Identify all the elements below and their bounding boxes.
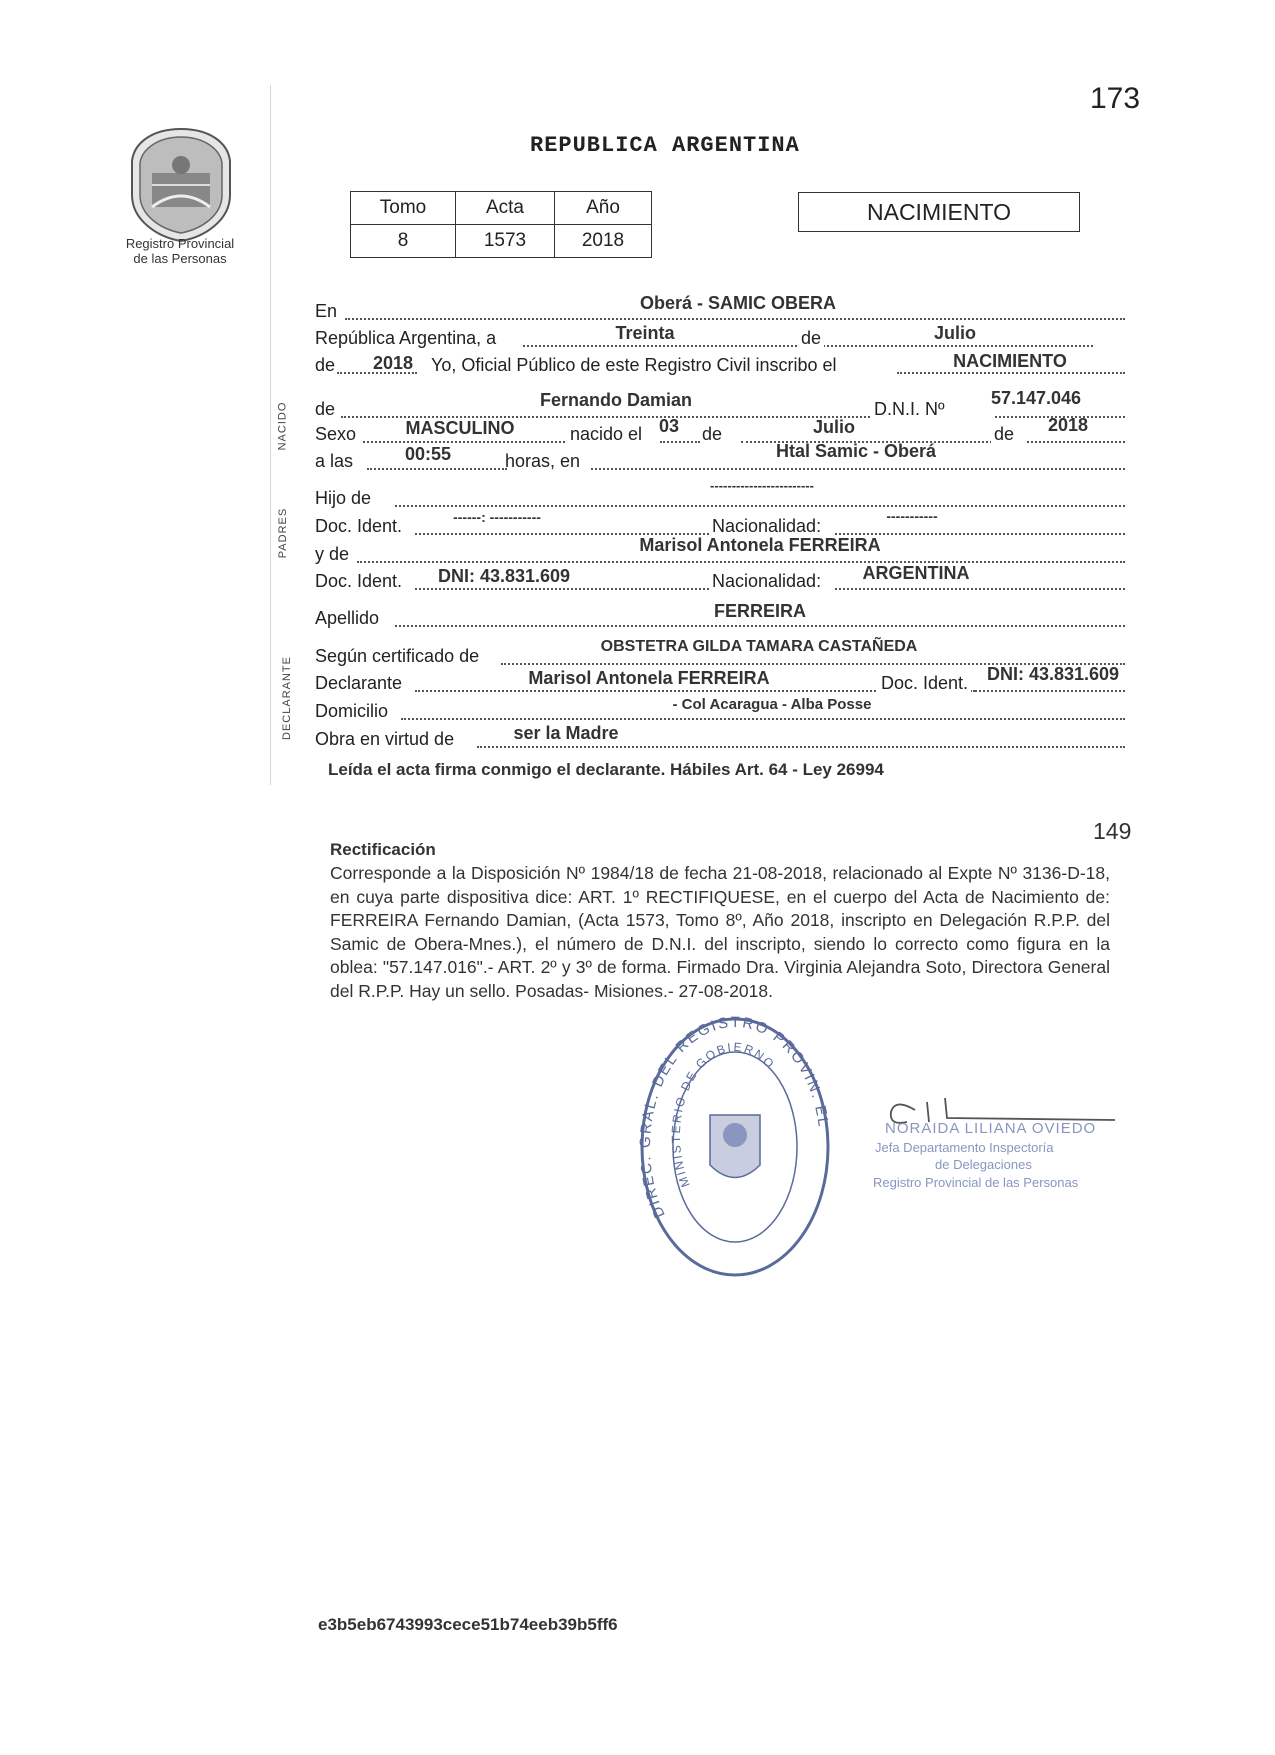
side-label-padres: PADRES (277, 507, 290, 559)
value-dni: 57.147.046 (990, 388, 1082, 408)
logo-caption-line1: Registro Provincial (125, 236, 235, 251)
value-declarante: Marisol Antonela FERREIRA (528, 668, 770, 688)
label-segun-cert: Según certificado de (315, 646, 480, 666)
dotted-line (477, 746, 1125, 748)
row-madre-doc (315, 570, 1125, 594)
value-apellido: FERREIRA (713, 601, 807, 621)
signature-block (855, 1090, 1185, 1200)
act-type-box: NACIMIENTO (798, 192, 1080, 232)
label-declarante: Declarante (315, 673, 403, 693)
stamp-outer-text: DIREC. GRAL. DEL REGISTRO PROVIN. EL (636, 1015, 832, 1221)
label-apellido: Apellido (315, 608, 380, 628)
value-padre: ------------------------ (710, 478, 814, 493)
value-anio-nac: 2018 (1047, 415, 1089, 435)
logo-caption-line2: de las Personas (133, 251, 227, 266)
value-declarante-doc: DNI: 43.831.609 (986, 664, 1120, 684)
value-mes-nac: Julio (812, 417, 856, 437)
label-republica: República Argentina, a (315, 328, 497, 348)
label-de-dia: de (702, 424, 723, 444)
dotted-line (835, 588, 1125, 590)
label-a-las: a las (315, 451, 354, 471)
signer-title-3: Registro Provincial de las Personas (873, 1175, 1079, 1190)
value-madre: Marisol Antonela FERREIRA (639, 535, 881, 555)
lectura-statement: Leída el acta firma conmigo el declarante. Hábiles Art. 64 - Ley 26994 (328, 760, 884, 779)
value-certificado: OBSTETRA GILDA TAMARA CASTAÑEDA (600, 638, 918, 655)
header-tomo: Tomo (351, 192, 456, 225)
row-republica (315, 327, 1125, 351)
dotted-line (897, 372, 1125, 374)
value-sexo: MASCULINO (405, 418, 515, 438)
document-title: REPUBLICA ARGENTINA (530, 133, 800, 158)
value-dia-nac: 03 (658, 416, 680, 436)
value-obra: ser la Madre (513, 723, 619, 743)
value-domicilio: - Col Acaragua - Alba Posse (672, 696, 872, 713)
label-hijo-de: Hijo de (315, 488, 372, 508)
label-en: En (315, 301, 338, 321)
signer-title-1: Jefa Departamento Inspectoría (875, 1140, 1054, 1155)
label-doc-ident-madre: Doc. Ident. (315, 571, 403, 591)
label-obra: Obra en virtud de (315, 729, 455, 749)
value-lugar-nac: Htal Samic - Oberá (775, 441, 937, 461)
secondary-number: 149 (1093, 818, 1132, 844)
value-padre-doc: ------: ----------- (453, 509, 541, 525)
registry-table (350, 191, 652, 258)
label-sexo: Sexo (315, 424, 357, 444)
header-acta: Acta (456, 192, 555, 225)
value-acta: 1573 (456, 225, 555, 258)
dotted-line (345, 318, 1125, 320)
label-de-anio: de (315, 355, 336, 375)
rectificacion-body: Corresponde a la Disposición Nº 1984/18 de fecha 21-08-2018, relacionado al Expte Nº 3136-D-18, en cuya parte dispositiva dice: ART. 1º RECTIFIQUESE, en el cuerpo del Acta de Nacimiento de: FERREIRA Fernando Damian, (Acta 1573, Tomo 8º, Año 2018, inscripto en Delegación R.P.P. del Samic de Obera-Mnes.), el número de D.N.I. del inscripto, siendo lo correcto como figura en la oblea: "57.147.016".- ART. 2º y 3º de forma. Firmado Dra. Virginia Alejandra Soto, Directora General del R.P.P. Hay un sello. Posadas- Misiones.- 27-08-2018. (330, 863, 1110, 1001)
dotted-line (395, 505, 1125, 507)
header-anio: Año (555, 192, 652, 225)
label-yo-oficial: Yo, Oficial Público de este Registro Civil inscribo el (431, 355, 837, 375)
dotted-line (975, 690, 1125, 692)
side-label-declarante: DECLARANTE (280, 656, 293, 740)
value-hora: 00:55 (404, 444, 452, 464)
dotted-line (367, 468, 507, 470)
value-tomo: 8 (351, 225, 456, 258)
official-stamp (635, 1015, 835, 1280)
document-hash: e3b5eb6743993cece51b74eeb39b5ff6 (318, 1615, 618, 1634)
dotted-line (395, 625, 1125, 627)
dotted-line (591, 468, 1125, 470)
label-horas-en: horas, en (505, 451, 581, 471)
dotted-line (357, 561, 1125, 563)
signer-title-2: de Delegaciones (935, 1157, 1032, 1172)
value-madre-nac: ARGENTINA (862, 563, 970, 583)
label-nacionalidad: Nacionalidad: (709, 516, 824, 537)
logo-caption (110, 236, 250, 266)
province-shield-logo (122, 125, 240, 243)
rectificacion-title: Rectificación (330, 840, 436, 859)
label-nacionalidad-madre: Nacionalidad: (709, 571, 824, 592)
dotted-line (401, 718, 1125, 720)
value-madre-doc: DNI: 43.831.609 (437, 566, 571, 586)
label-doc-ident: Doc. Ident. (315, 516, 403, 536)
stamp-inner-text: MINISTERIO DE GOBIERNO (668, 1039, 778, 1190)
label-nacido-el: nacido el (567, 424, 645, 445)
value-padre-nac: ----------- (886, 508, 938, 524)
value-dia-letras: Treinta (615, 323, 675, 343)
label-de: de (798, 328, 824, 349)
value-anio: 2018 (372, 353, 414, 373)
signer-name: NORAIDA LILIANA OVIEDO (885, 1120, 1097, 1137)
side-label-nacido: NACIDO (276, 401, 289, 451)
label-dni: D.N.I. Nº (870, 399, 949, 420)
label-doc-ident-declarante: Doc. Ident. (878, 673, 971, 694)
label-domicilio: Domicilio (315, 701, 389, 721)
label-de-nombre: de (315, 399, 336, 419)
value-mes-letras: Julio (933, 323, 977, 343)
dotted-line (1027, 441, 1125, 443)
page-number: 173 (1090, 82, 1141, 115)
dotted-line (660, 441, 700, 443)
page-margin-line (270, 85, 271, 785)
value-tipo: NACIMIENTO (953, 351, 1067, 371)
row-obra (315, 728, 1125, 752)
value-anio: 2018 (555, 225, 652, 258)
dotted-line (363, 441, 581, 443)
value-lugar: Oberá - SAMIC OBERA (639, 293, 837, 313)
label-de-mes: de (991, 424, 1017, 445)
value-nombre: Fernando Damian (539, 390, 693, 410)
label-y-de: y de (315, 544, 350, 564)
